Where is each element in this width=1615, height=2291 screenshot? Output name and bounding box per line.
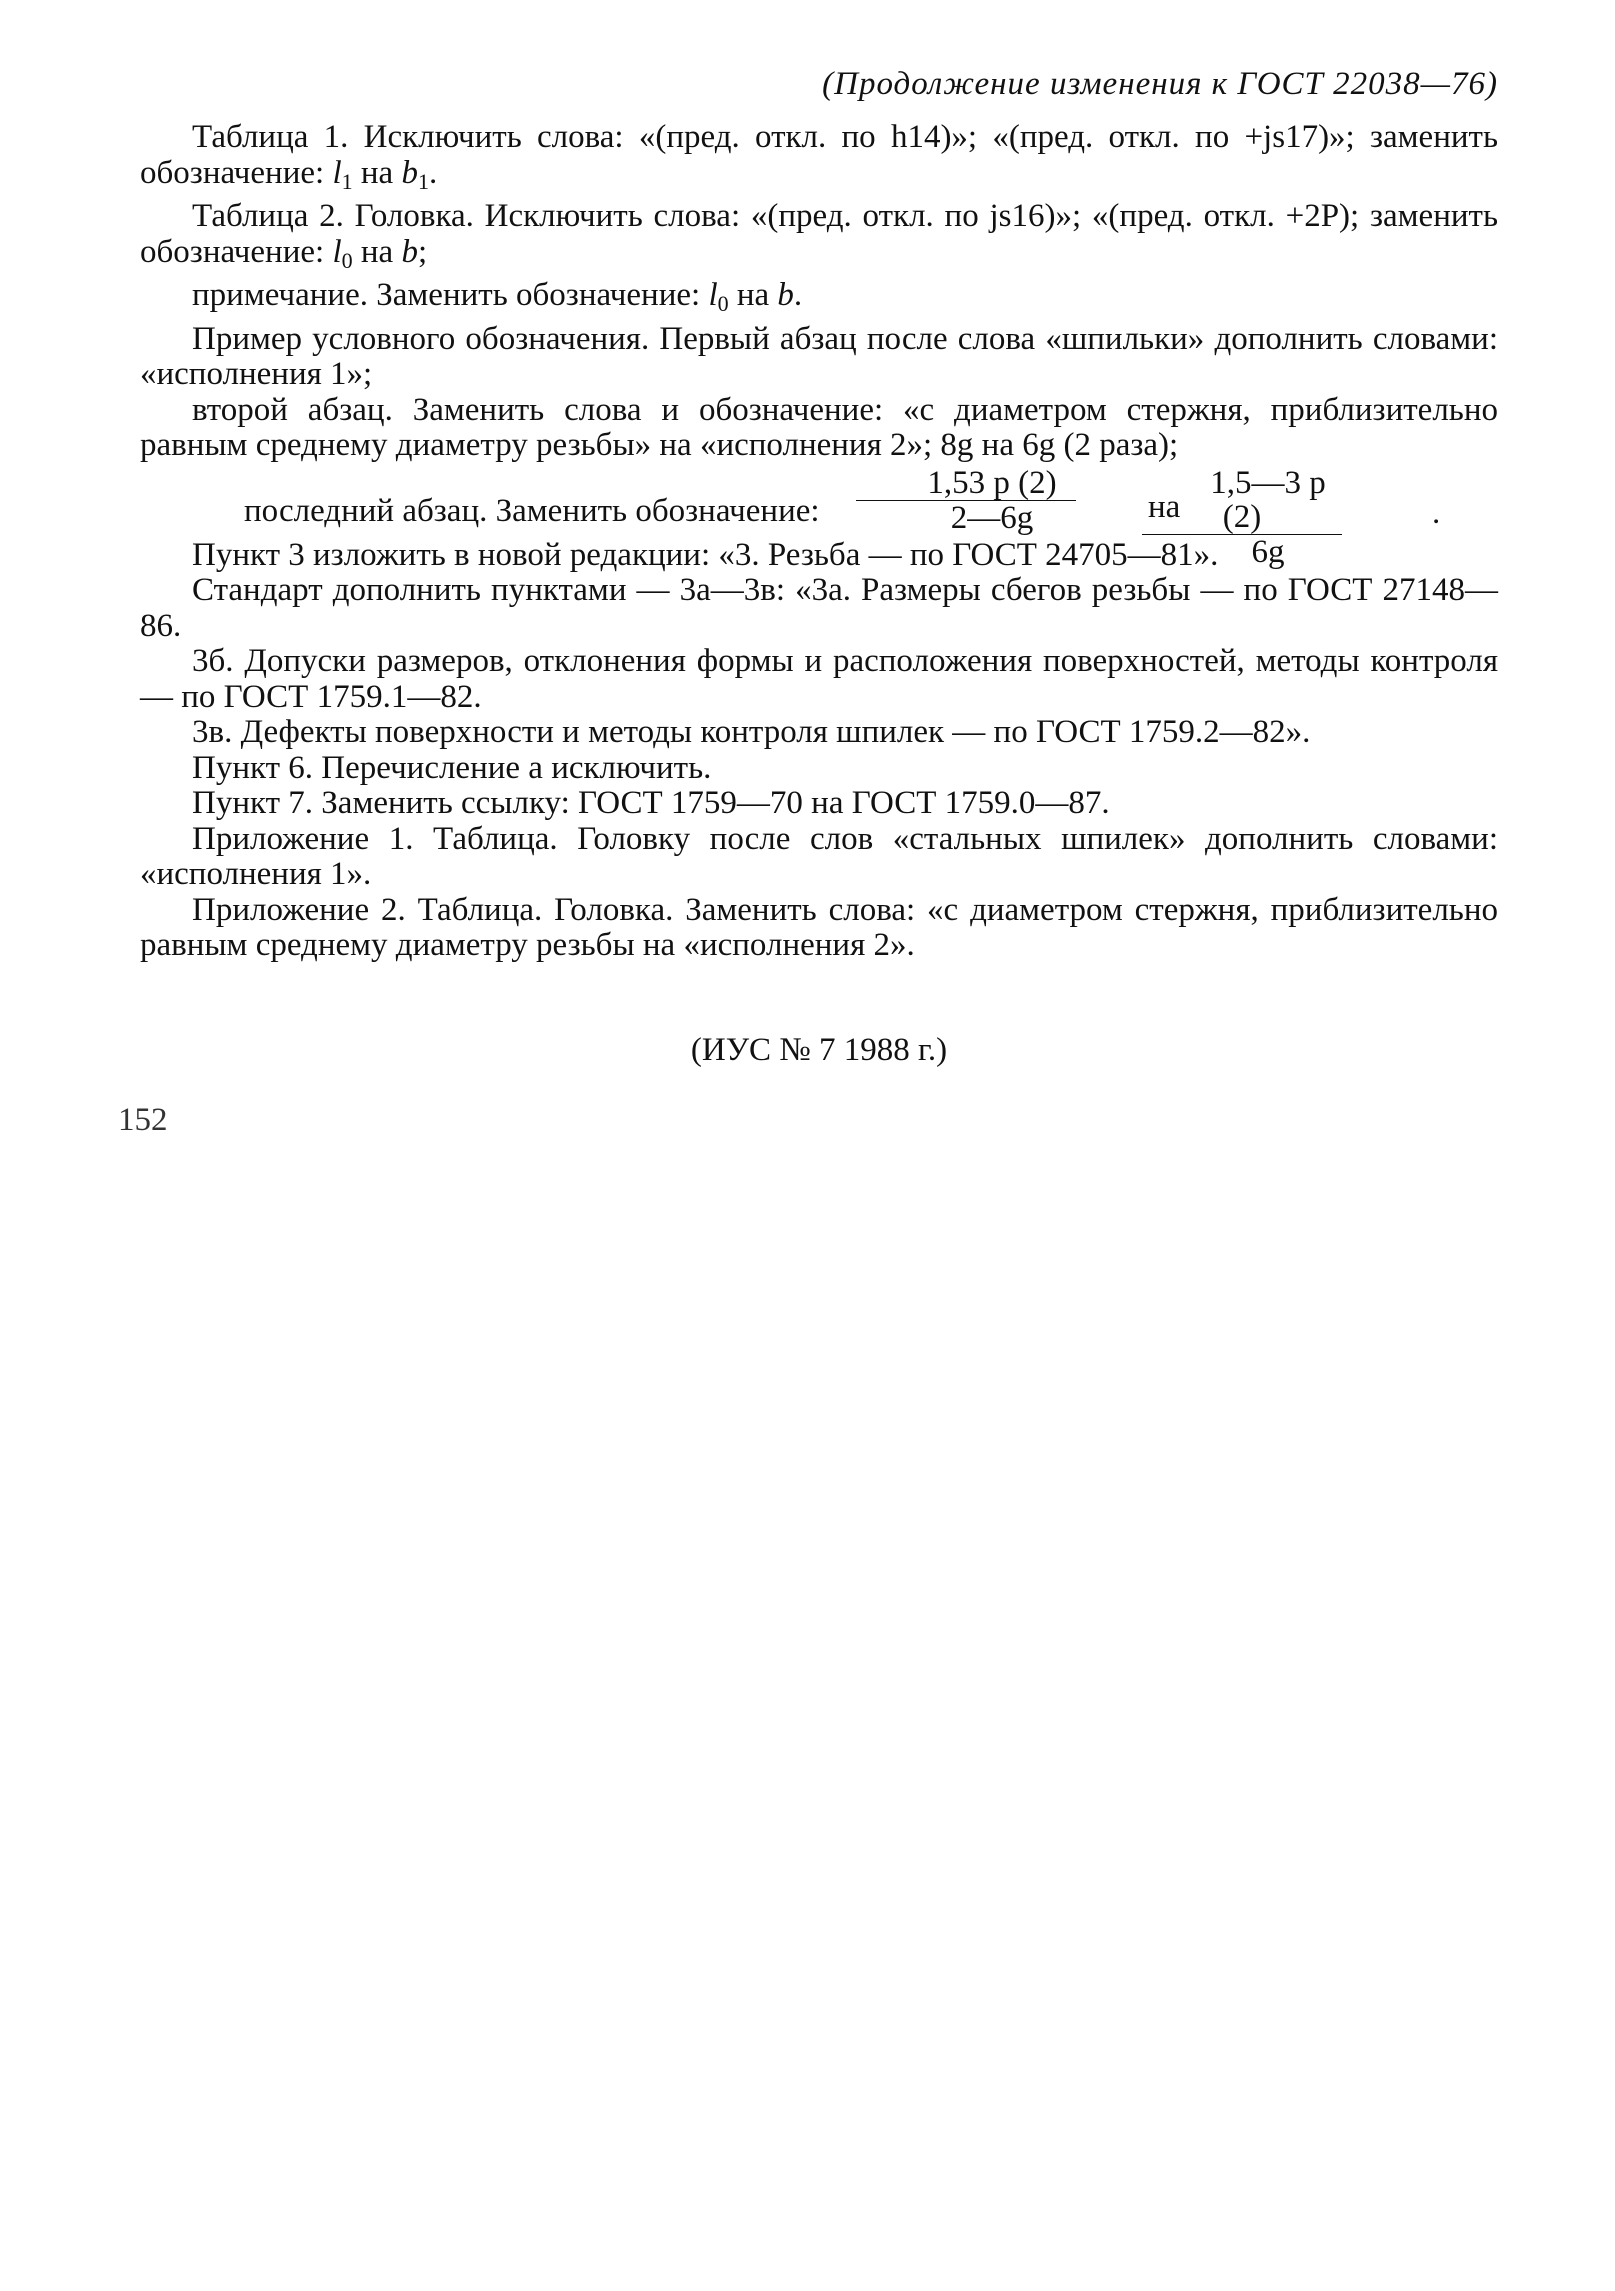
subscript: 1	[417, 168, 429, 194]
paragraph-text: примечание. Заменить обозначение:	[192, 277, 709, 313]
paragraph-text: Таблица 2. Головка. Исключить слова: «(пред. откл. по js16)»; «(пред. откл. +2P); заменить обозначение:	[140, 198, 1498, 270]
paragraph-punkt-3b: 3б. Допуски размеров, отклонения формы и расположения поверхностей, методы контроля — по ГОСТ 1759.1—82.	[140, 643, 1498, 715]
paragraph-punkt-3: Пункт 3 изложить в новой редакции: «3. Резьба — по ГОСТ 24705—81».	[192, 536, 1219, 573]
paragraph-punkt-7: Пункт 7. Заменить ссылку: ГОСТ 1759—70 на ГОСТ 1759.0—87.	[192, 785, 1110, 821]
document-body	[140, 120, 1498, 964]
paragraph-text: .	[428, 154, 438, 191]
paragraph-text: ;	[417, 233, 428, 270]
fraction-new	[1142, 466, 1342, 569]
fraction-numerator: 1,53 p (2)	[856, 466, 1076, 501]
subscript: 0	[717, 291, 729, 316]
paragraph-punkt-3a: Стандарт дополнить пунктами — 3а—3в: «3а. Размеры сбегов резьбы — по ГОСТ 27148—86.	[140, 572, 1498, 644]
ius-reference: (ИУС № 7 1988 г.)	[690, 1032, 948, 1068]
paragraph-appendix-1: Приложение 1. Таблица. Головку после слов «стальных шпилек» дополнить словами: «исполнения 1».	[140, 820, 1498, 892]
paragraph-appendix-2: Приложение 2. Таблица. Головка. Заменить слова: «с диаметром стержня, приблизительно равным среднему диаметру резьбы на «исполнения 2».	[140, 891, 1498, 963]
paragraph-second-abzac: второй абзац. Заменить слова и обозначение: «с диаметром стержня, приблизительно равным среднему диаметру резьбы» на «исполнения 2»; 8g на 6g (2 раза);	[140, 391, 1498, 463]
subscript: 0	[341, 247, 353, 273]
paragraph-text: Таблица 1. Исключить слова: «(пред. откл. по h14)»; «(пред. откл. по +js17)»; заменить обозначение:	[140, 119, 1498, 191]
page-number: 152	[118, 1102, 168, 1138]
paragraph-text: на	[352, 233, 402, 270]
symbol: b	[401, 154, 418, 191]
paragraph-example: Пример условного обозначения. Первый абзац после слова «шпильки» дополнить словами: «исполнения 1»;	[140, 320, 1498, 392]
fraction-numerator: 1,5—3 p (2)	[1142, 466, 1342, 535]
symbol: l	[332, 233, 342, 270]
paragraph-note	[140, 278, 1498, 322]
paragraph-punkt-3v: 3в. Дефекты поверхности и методы контроля шпилек — по ГОСТ 1759.2—82».	[192, 714, 1311, 750]
symbol: b	[777, 277, 794, 313]
symbol: b	[401, 233, 418, 270]
paragraph-text: .	[1432, 494, 1441, 531]
paragraph-text: на	[728, 277, 778, 313]
fraction-denominator: 2—6g	[950, 499, 1034, 536]
page-header: (Продолжение изменения к ГОСТ 22038—76)	[822, 66, 1498, 102]
symbol: l	[332, 154, 342, 191]
paragraph-text: .	[793, 277, 803, 313]
paragraph-table-2	[140, 199, 1498, 278]
paragraph-text: на	[352, 154, 402, 191]
paragraph-punkt-6: Пункт 6. Перечисление а исключить.	[192, 749, 712, 786]
fraction-old	[856, 466, 1076, 535]
paragraph-text: последний абзац. Заменить обозначение:	[244, 492, 820, 529]
paragraph-table-1	[140, 120, 1498, 199]
subscript: 1	[341, 168, 353, 194]
paragraph-text: на	[1148, 488, 1181, 525]
symbol: l	[708, 277, 718, 313]
fraction-denominator: 6g	[1251, 533, 1285, 570]
